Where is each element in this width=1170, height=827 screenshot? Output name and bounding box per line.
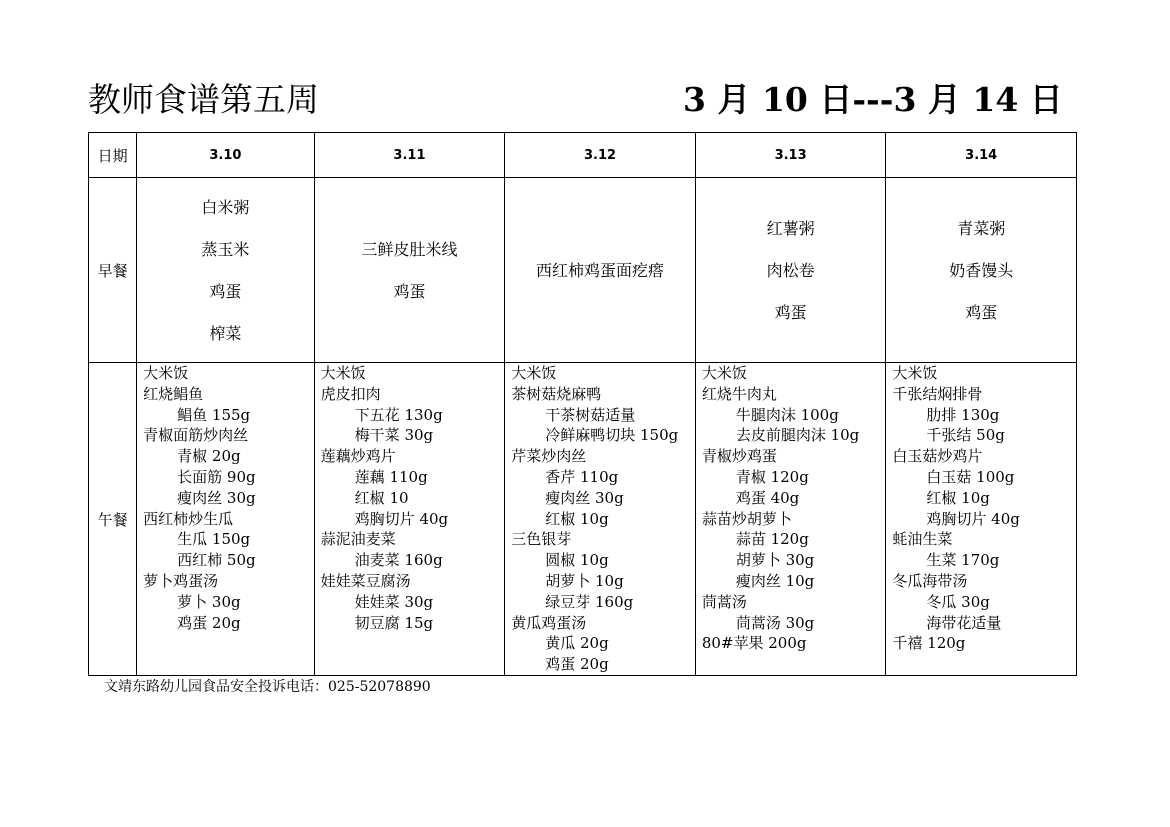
breakfast-item: 西红柿鸡蛋面疙瘩 xyxy=(536,260,665,280)
ingredient-item: 梅干菜 30g xyxy=(354,426,434,445)
ingredient-item: 冬瓜 30g xyxy=(926,592,990,611)
ingredient-item: 红椒 10 xyxy=(354,488,409,507)
dish-item: 茼蒿汤 xyxy=(701,592,747,611)
dish-item: 大米饭 xyxy=(892,364,938,382)
breakfast-cell xyxy=(886,178,1077,363)
breakfast-item: 肉松卷 xyxy=(766,260,815,280)
ingredient-item: 蒜苗 120g xyxy=(735,530,809,549)
ingredient-item: 西红柿 50g xyxy=(177,551,256,570)
date-header: 3.13 xyxy=(695,133,886,178)
ingredient-item: 油麦菜 160g xyxy=(354,551,443,570)
date-range: 3 月 10 日---3 月 14 日 xyxy=(683,80,1063,119)
menu-table xyxy=(88,132,1077,676)
dish-item: 青椒面筋炒肉丝 xyxy=(143,426,249,445)
dish-item: 茶树菇烧麻鸭 xyxy=(511,384,602,403)
ingredient-item: 青椒 120g xyxy=(735,467,809,486)
ingredient-item: 鸡胸切片 40g xyxy=(354,509,449,528)
dish-item: 黄瓜鸡蛋汤 xyxy=(511,613,587,632)
ingredient-item: 鲳鱼 155g xyxy=(177,405,251,424)
ingredient-item: 萝卜 30g xyxy=(177,592,241,611)
dish-item: 80#苹果 200g xyxy=(701,634,807,653)
ingredient-item: 鸡蛋 40g xyxy=(735,488,800,507)
breakfast-item: 鸡蛋 xyxy=(209,281,242,301)
lunch-label: 午餐 xyxy=(89,363,137,676)
dish-item: 红烧牛肉丸 xyxy=(701,384,777,403)
ingredient-item: 瘦肉丝 30g xyxy=(177,488,256,507)
ingredient-item: 去皮前腿肉沫 10g xyxy=(735,426,860,445)
breakfast-item: 鸡蛋 xyxy=(393,281,426,301)
ingredient-item: 牛腿肉沫 100g xyxy=(735,405,839,424)
breakfast-item: 白米粥 xyxy=(201,197,250,217)
ingredient-item: 冷鲜麻鸭切块 150g xyxy=(545,426,679,445)
dish-item: 蒜苗炒胡萝卜 xyxy=(701,509,792,528)
dish-item: 大米饭 xyxy=(320,364,366,382)
breakfast-item: 青菜粥 xyxy=(957,218,1006,238)
ingredient-item: 红椒 10g xyxy=(926,488,990,507)
dish-item: 白玉菇炒鸡片 xyxy=(892,447,983,466)
ingredient-item: 鸡胸切片 40g xyxy=(926,509,1020,528)
page-title: 教师食谱第五周 xyxy=(88,80,319,119)
dish-item: 萝卜鸡蛋汤 xyxy=(143,571,219,590)
dish-item: 蚝油生菜 xyxy=(892,530,953,549)
ingredient-item: 下五花 130g xyxy=(354,405,443,424)
dish-item: 虎皮扣肉 xyxy=(320,384,381,403)
breakfast-cell xyxy=(695,178,886,363)
date-header: 3.10 xyxy=(137,133,315,178)
ingredient-item: 胡萝卜 30g xyxy=(735,551,815,570)
ingredient-item: 瘦肉丝 10g xyxy=(735,571,815,590)
ingredient-item: 红椒 10g xyxy=(545,509,609,528)
breakfast-item: 鸡蛋 xyxy=(965,302,998,322)
breakfast-item: 三鲜皮肚米线 xyxy=(361,239,458,259)
dish-item: 莲藕炒鸡片 xyxy=(320,447,396,466)
dish-item: 娃娃菜豆腐汤 xyxy=(320,571,411,590)
date-row xyxy=(89,133,1077,178)
lunch-row xyxy=(89,363,1077,676)
dish-item: 芹菜炒肉丝 xyxy=(511,447,587,466)
complaint-hotline: 文靖东路幼儿园食品安全投诉电话：025-52078890 xyxy=(104,679,431,695)
ingredient-item: 鸡蛋 20g xyxy=(545,655,609,674)
ingredient-item: 千张结 50g xyxy=(926,426,1005,445)
date-header: 3.14 xyxy=(886,133,1077,178)
dish-item: 千禧 120g xyxy=(892,634,966,653)
dish-item: 青椒炒鸡蛋 xyxy=(701,447,777,466)
ingredient-item: 娃娃菜 30g xyxy=(354,592,434,611)
ingredient-item: 瘦肉丝 30g xyxy=(545,488,624,507)
lunch-cell xyxy=(886,363,1077,676)
breakfast-item: 红薯粥 xyxy=(766,218,815,238)
lunch-cell xyxy=(314,363,505,676)
breakfast-item: 奶香馒头 xyxy=(949,260,1014,280)
dish-item: 大米饭 xyxy=(511,364,557,382)
breakfast-cell xyxy=(505,178,696,363)
breakfast-label: 早餐 xyxy=(89,178,137,363)
date-header: 3.12 xyxy=(505,133,696,178)
ingredient-item: 白玉菇 100g xyxy=(926,467,1015,486)
breakfast-item: 鸡蛋 xyxy=(774,302,807,322)
ingredient-item: 圆椒 10g xyxy=(545,551,609,570)
lunch-cell xyxy=(695,363,886,676)
date-header: 3.11 xyxy=(314,133,505,178)
ingredient-item: 干茶树菇适量 xyxy=(545,405,636,424)
date-label: 日期 xyxy=(89,133,137,178)
dish-item: 三色银芽 xyxy=(511,530,572,549)
dish-item: 千张结焖排骨 xyxy=(892,384,983,403)
breakfast-item: 榨菜 xyxy=(209,323,242,343)
dish-item: 大米饭 xyxy=(701,364,747,382)
lunch-cell xyxy=(137,363,315,676)
ingredient-item: 鸡蛋 20g xyxy=(177,613,241,632)
ingredient-item: 茼蒿汤 30g xyxy=(735,613,815,632)
dish-item: 红烧鲳鱼 xyxy=(143,384,204,403)
ingredient-item: 香芹 110g xyxy=(545,467,619,486)
dish-item: 西红柿炒生瓜 xyxy=(143,509,234,528)
breakfast-cell xyxy=(137,178,315,363)
dish-item: 冬瓜海带汤 xyxy=(892,571,968,590)
ingredient-item: 绿豆芽 160g xyxy=(545,592,634,611)
breakfast-item: 蒸玉米 xyxy=(201,239,250,259)
lunch-cell xyxy=(505,363,696,676)
ingredient-item: 生瓜 150g xyxy=(177,530,251,549)
ingredient-item: 莲藕 110g xyxy=(354,467,428,486)
dish-item: 大米饭 xyxy=(143,364,189,382)
ingredient-item: 肋排 130g xyxy=(926,405,1000,424)
ingredient-item: 胡萝卜 10g xyxy=(545,571,624,590)
dish-item: 蒜泥油麦菜 xyxy=(320,530,396,549)
ingredient-item: 青椒 20g xyxy=(177,447,241,466)
breakfast-row xyxy=(89,178,1077,363)
ingredient-item: 生菜 170g xyxy=(926,551,1000,570)
breakfast-cell xyxy=(314,178,505,363)
ingredient-item: 韧豆腐 15g xyxy=(354,613,434,632)
ingredient-item: 海带花适量 xyxy=(926,613,1002,632)
ingredient-item: 长面筋 90g xyxy=(177,467,256,486)
ingredient-item: 黄瓜 20g xyxy=(545,634,609,653)
